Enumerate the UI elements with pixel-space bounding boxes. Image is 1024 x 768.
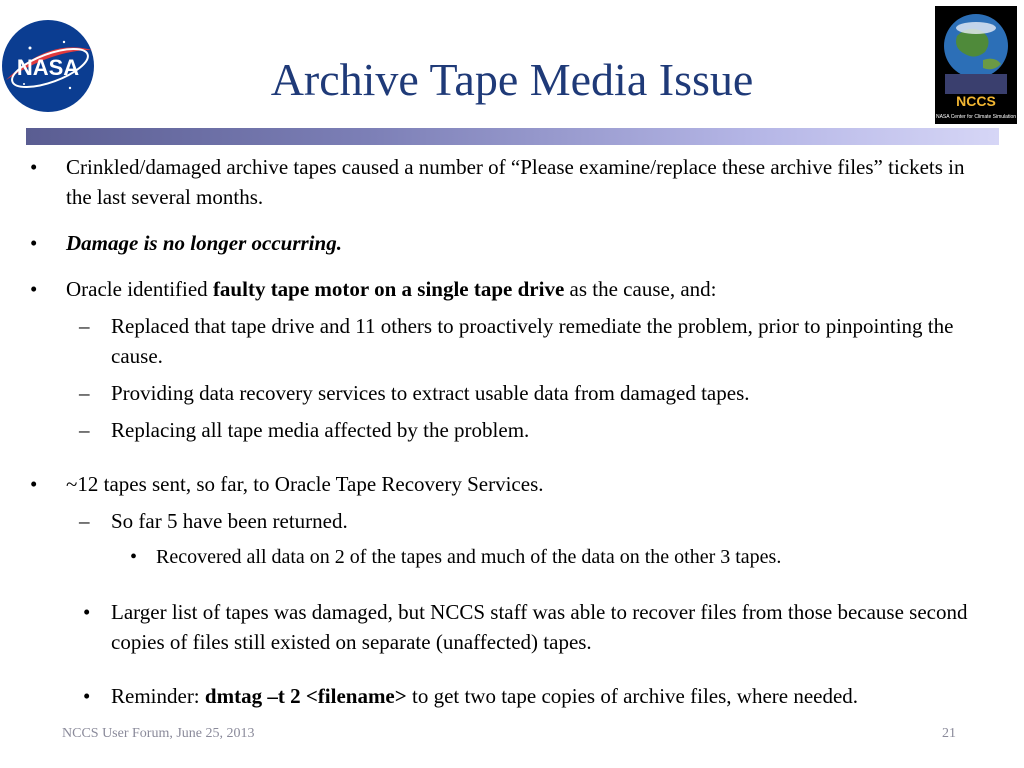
bullet-marker: •	[83, 600, 91, 624]
footer-event: NCCS User Forum, June 25, 2013	[62, 726, 255, 741]
page-number: 21	[942, 726, 956, 741]
subbullet-text: Replaced that tape drive and 11 others to proactively remediate the problem, prior to pinpointing the cause.	[111, 314, 954, 368]
bullet-oracle-identified	[30, 274, 966, 304]
bullet-marker: •	[83, 684, 91, 708]
subbullet-data-recovery	[79, 378, 991, 408]
bullet-damage-stopped	[30, 228, 966, 258]
bullet-tapes-sent	[30, 469, 966, 499]
subbullet-text: So far 5 have been returned.	[111, 509, 348, 533]
bullet-text-pre: Oracle identified	[66, 277, 213, 301]
subbullet-replacing-media	[79, 415, 991, 445]
subbullet-text: Replacing all tape media affected by the problem.	[111, 418, 530, 442]
bullet-marker: •	[130, 546, 138, 568]
subsubbullet-recovered-data	[130, 542, 986, 572]
bullet-text: Crinkled/damaged archive tapes caused a number of “Please examine/replace these archive files” tickets in the last several months.	[66, 155, 965, 209]
bullet-marker: •	[30, 277, 38, 301]
title-divider	[26, 128, 999, 145]
dash-marker: –	[79, 509, 90, 533]
bullet-text-post: as the cause, and:	[564, 277, 717, 301]
bullet-text-post: to get two tape copies of archive files, where needed.	[406, 684, 859, 708]
bullet-text-bold: faulty tape motor on a single tape drive	[212, 277, 565, 301]
subbullet-text: Providing data recovery services to extract usable data from damaged tapes.	[111, 381, 750, 405]
nasa-logo-text: NASA	[16, 55, 80, 80]
subbullet-replaced-drive	[79, 311, 991, 371]
bullet-larger-list	[83, 597, 991, 657]
bullet-marker: •	[30, 155, 38, 179]
bullet-text: Damage is no longer occurring.	[66, 231, 342, 255]
nccs-logo-caption: NASA Center for Climate Simulation	[935, 114, 1017, 120]
nccs-logo-text: NCCS	[956, 93, 996, 109]
bullet-crinkled-tapes	[30, 152, 966, 212]
dash-marker: –	[79, 314, 90, 338]
command-text: dmtag –t 2 <filename>	[204, 684, 407, 708]
bullet-marker: •	[30, 231, 38, 255]
bullet-text-pre: Reminder:	[111, 684, 205, 708]
bullet-text: Larger list of tapes was damaged, but NCCS staff was able to recover files from those because second copies of files still existed on separate (unaffected) tapes.	[111, 600, 968, 654]
subsubbullet-text: Recovered all data on 2 of the tapes and much of the data on the other 3 tapes.	[156, 546, 782, 568]
dash-marker: –	[79, 418, 90, 442]
dash-marker: –	[79, 381, 90, 405]
bullet-text: ~12 tapes sent, so far, to Oracle Tape Recovery Services.	[66, 472, 544, 496]
bullet-reminder	[83, 681, 991, 711]
bullet-marker: •	[30, 472, 38, 496]
subbullet-returned	[79, 506, 991, 536]
slide-title: Archive Tape Media Issue	[270, 54, 754, 105]
